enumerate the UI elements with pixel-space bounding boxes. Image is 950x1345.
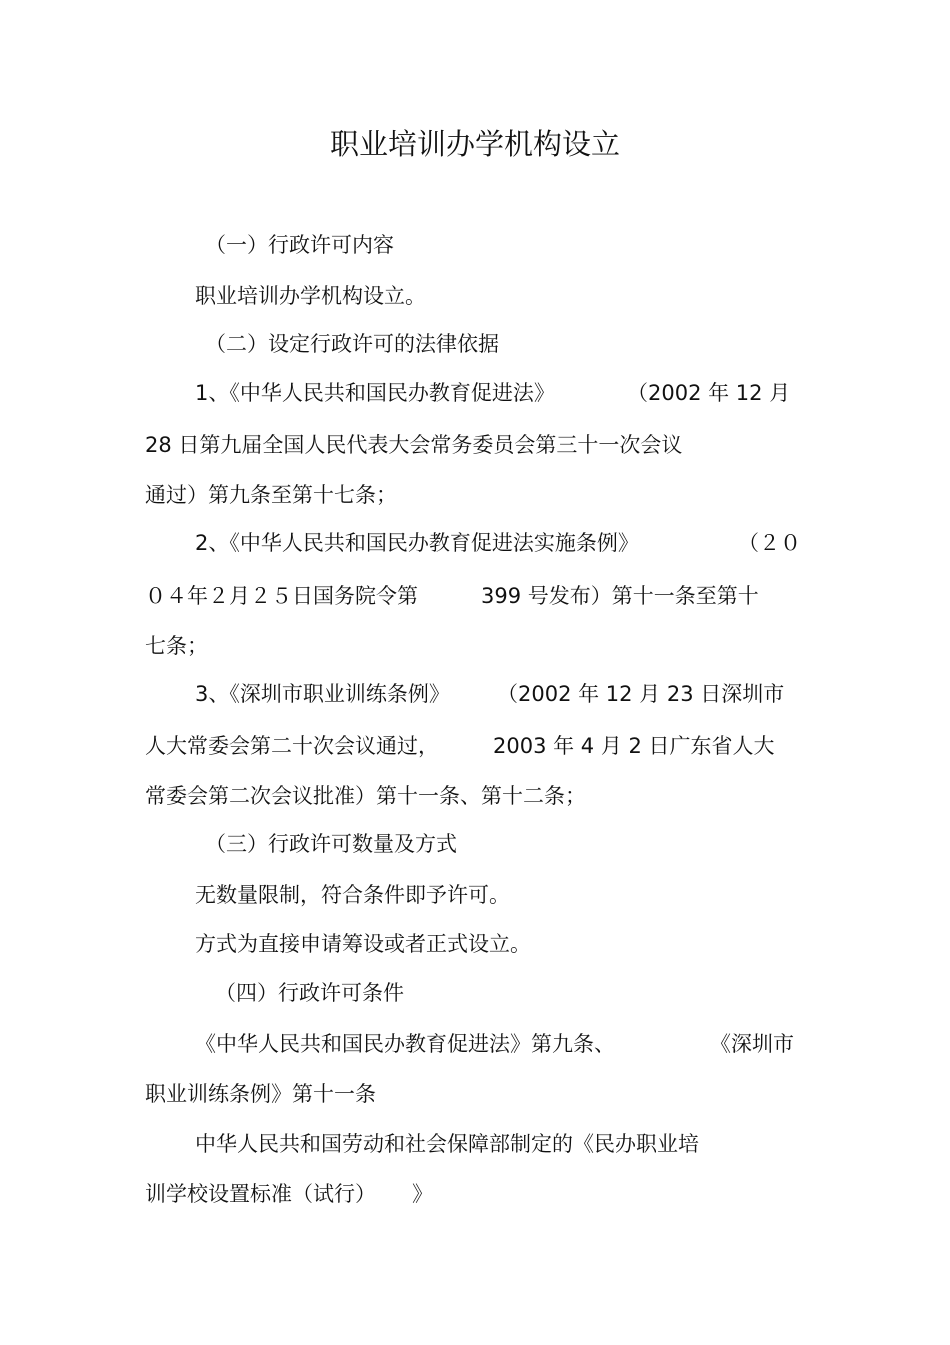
paragraph-line: 28 日第九届全国人民代表大会常务委员会第三十一次会议 — [145, 433, 683, 457]
section-heading-4: （四）行政许可条件 — [215, 981, 404, 1005]
paragraph-line: 2、《中华人民共和国民办教育促进法实施条例》 — [195, 531, 639, 555]
paragraph-line: 常委会第二次会议批准）第十一条、第十二条； — [145, 784, 586, 808]
paragraph-line: （２０ — [738, 531, 801, 555]
paragraph-line: 通过）第九条至第十七条； — [145, 483, 397, 507]
paragraph-line: 》 — [412, 1182, 433, 1206]
paragraph-line: 职业训练条例》第十一条 — [145, 1082, 376, 1106]
paragraph-line: 职业培训办学机构设立。 — [195, 284, 426, 308]
paragraph-line: 《深圳市 — [710, 1032, 794, 1056]
paragraph-line: 2003 年 4 月 2 日广东省人大 — [493, 734, 775, 758]
document-title: 职业培训办学机构设立 — [329, 127, 620, 161]
paragraph-line: 399 号发布）第十一条至第十 — [481, 584, 759, 608]
paragraph-line: 无数量限制，符合条件即予许可。 — [195, 883, 510, 907]
paragraph-line: 方式为直接申请筹设或者正式设立。 — [195, 932, 531, 956]
paragraph-line: 人大常委会第二十次会议通过， — [145, 734, 439, 758]
paragraph-line: （2002 年 12 月 — [627, 381, 791, 405]
paragraph-line: 七条； — [145, 634, 208, 658]
paragraph-line: （2002 年 12 月 23 日深圳市 — [497, 682, 785, 706]
paragraph-line: 3、《深圳市职业训练条例》 — [195, 682, 450, 706]
paragraph-line: 训学校设置标准（试行） — [145, 1182, 376, 1206]
paragraph-line: 《中华人民共和国民办教育促进法》第九条、 — [195, 1032, 615, 1056]
paragraph-line: ０４年２月２５日国务院令第 — [145, 584, 418, 608]
paragraph-line: 1、《中华人民共和国民办教育促进法》 — [195, 381, 555, 405]
section-heading-3: （三）行政许可数量及方式 — [205, 832, 457, 856]
section-heading-1: （一）行政许可内容 — [205, 233, 394, 257]
section-heading-2: （二）设定行政许可的法律依据 — [205, 332, 499, 356]
paragraph-line: 中华人民共和国劳动和社会保障部制定的《民办职业培 — [195, 1132, 699, 1156]
